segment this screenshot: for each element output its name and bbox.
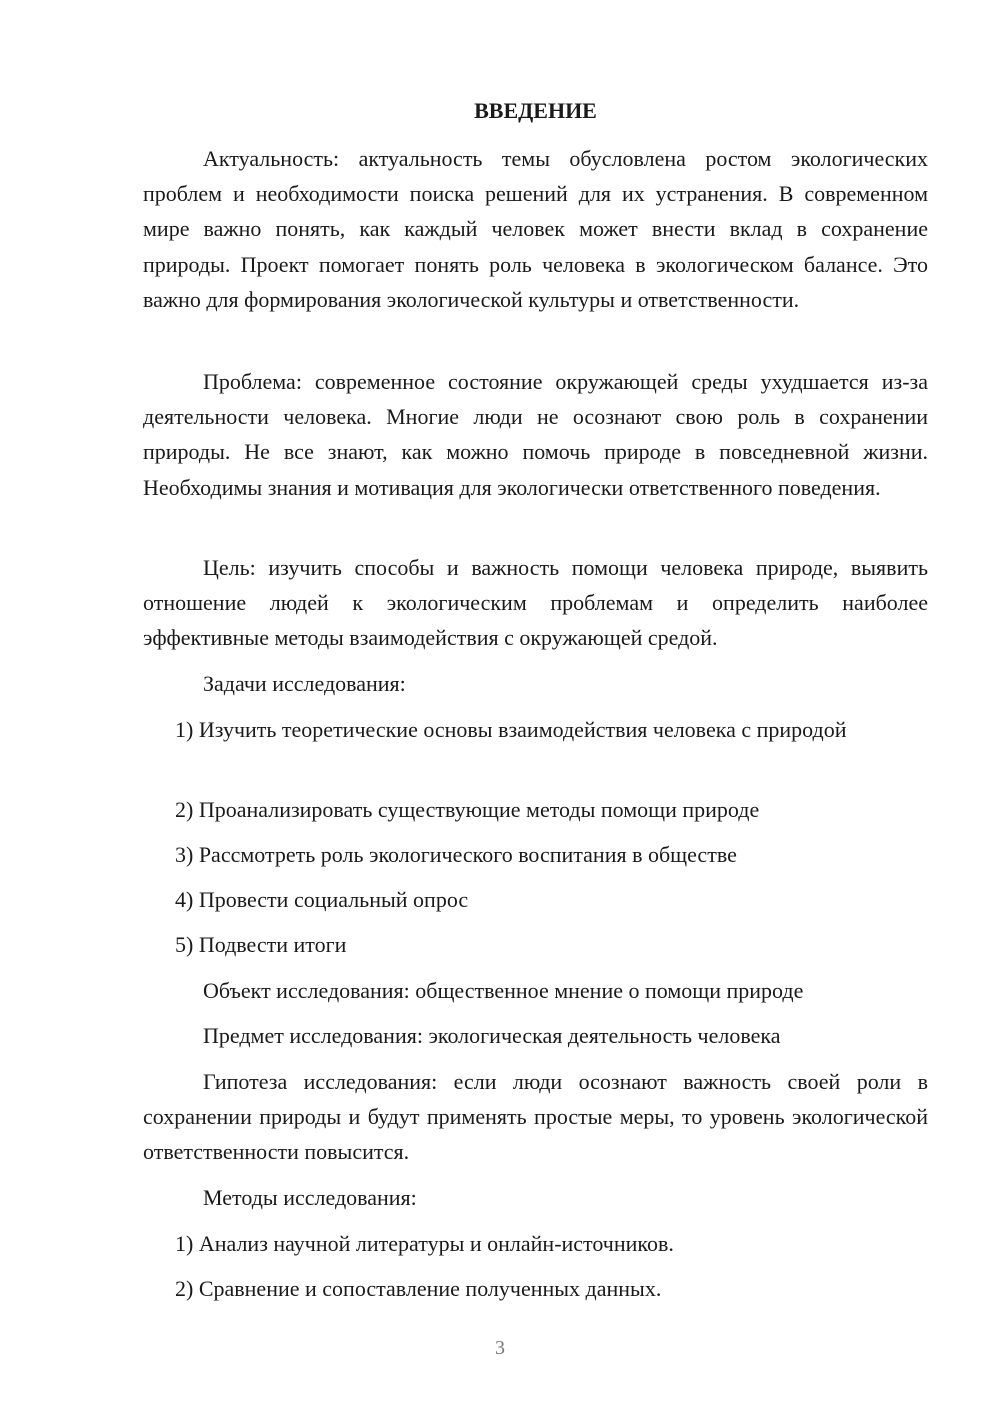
- page-title: ВВЕДЕНИЕ: [474, 98, 597, 123]
- task-item: 3) Рассмотреть роль экологического воспитания в обществе: [175, 842, 737, 867]
- relevance-paragraph: Актуальность: актуальность темы обусловлена ростом экологических проблем и необходимости поиска решений для их устранения. В современном мире важно понять, как каждый человек может внести вклад в сохранение природы. Проект помогает понять роль человека в экологическом балансе. Это важно для формирования экологической культуры и ответственности.: [143, 146, 928, 312]
- goal-paragraph: Цель: изучить способы и важность помощи человека природе, выявить отношение людей к экологическим проблемам и определить наиболее эффективные методы взаимодействия с окружающей средой.: [143, 555, 928, 651]
- task-item: 5) Подвести итоги: [175, 932, 347, 957]
- task-item: 1) Изучить теоретические основы взаимодействия человека с природой: [175, 717, 847, 742]
- problem-paragraph: Проблема: современное состояние окружающей среды ухудшается из-за деятельности человека. Многие люди не осознают свою роль в сохранении природы. Не все знают, как можно помочь природе в повседневной жизни. Необходимы знания и мотивация для экологически ответственного поведения.: [143, 369, 928, 500]
- page-number: 3: [495, 1337, 505, 1359]
- tasks-heading: Задачи исследования:: [203, 671, 406, 696]
- task-item: 2) Проанализировать существующие методы помощи природе: [175, 797, 760, 822]
- hypothesis-paragraph: Гипотеза исследования: если люди осознают важность своей роли в сохранении природы и будут применять простые меры, то уровень экологической ответственности повысится.: [143, 1069, 928, 1165]
- method-item: 2) Сравнение и сопоставление полученных данных.: [175, 1276, 662, 1301]
- task-item: 4) Провести социальный опрос: [175, 887, 469, 912]
- methods-heading: Методы исследования:: [203, 1185, 417, 1210]
- research-object: Объект исследования: общественное мнение о помощи природе: [203, 978, 804, 1003]
- research-subject: Предмет исследования: экологическая деятельность человека: [203, 1023, 781, 1048]
- method-item: 1) Анализ научной литературы и онлайн-источников.: [175, 1231, 674, 1256]
